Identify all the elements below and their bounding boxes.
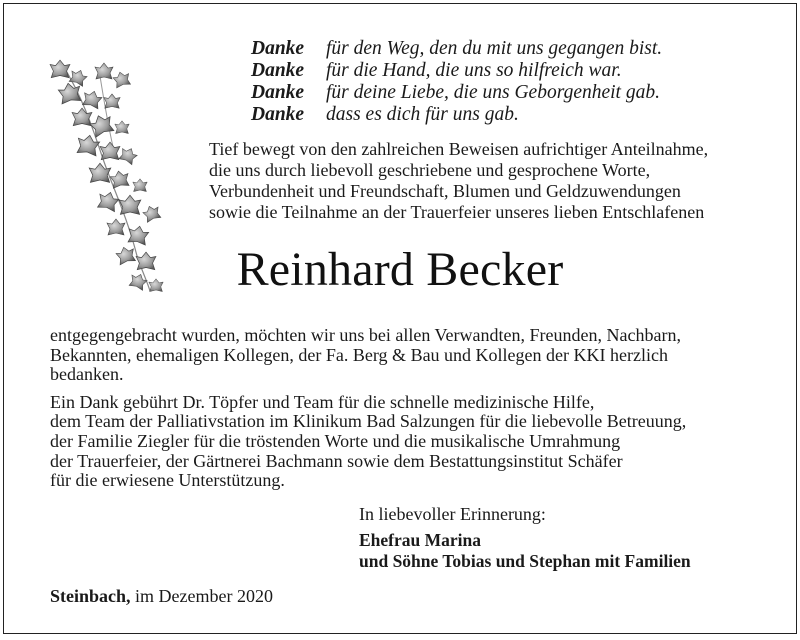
body-line: Ein Dank gebührt Dr. Töpfer und Team für die schnelle medizinische Hilfe, <box>50 391 595 412</box>
danke-text: dass es dich für uns gab. <box>326 104 519 125</box>
danke-line <box>251 82 662 104</box>
intro-line: sowie die Teilnahme an der Trauerfeier unseres lieben Entschlafenen <box>209 202 705 222</box>
danke-word: Danke <box>251 38 305 59</box>
body-line: entgegengebracht wurden, möchten wir uns bei allen Verwandten, Freunden, Nachbarn, <box>50 325 681 345</box>
body-line: dem Team der Palliativstation im Klinikum Bad Salzungen für die liebevolle Betreuung, <box>50 411 687 432</box>
intro-line: Verbundenheit und Freundschaft, Blumen und Geldzuwendungen <box>209 181 681 201</box>
intro-line: Tief bewegt von den zahlreichen Beweisen aufrichtiger Anteilnahme, <box>209 139 709 159</box>
body-line: Bekannten, ehemaligen Kollegen, der Fa. Berg & Bau und Kollegen der KKI herzlich <box>50 344 668 365</box>
memory-line: In liebevoller Erinnerung: <box>359 504 546 524</box>
place: Steinbach, <box>50 586 131 606</box>
danke-word: Danke <box>251 82 305 103</box>
date: im Dezember 2020 <box>135 586 273 606</box>
signer-line: und Söhne Tobias und Stephan mit Familien <box>359 551 691 571</box>
signers <box>359 530 691 572</box>
danke-line <box>251 38 662 60</box>
body-line: bedanken. <box>50 364 124 385</box>
body-line: für die erwiesene Unterstützung. <box>50 470 285 491</box>
thanks-body <box>50 326 780 491</box>
danke-text: für den Weg, den du mit uns gegangen bist. <box>326 38 663 59</box>
body-line: der Familie Ziegler für die tröstenden Worte und die musikalische Umrahmung <box>50 430 621 451</box>
place-date <box>50 586 273 607</box>
deceased-name: Reinhard Becker <box>236 243 564 296</box>
danke-word: Danke <box>251 60 305 81</box>
danke-text: für deine Liebe, die uns Geborgenheit gab. <box>326 82 660 103</box>
intro-paragraph <box>209 139 769 223</box>
body-paragraph-1 <box>50 326 780 385</box>
danke-text: für die Hand, die uns so hilfreich war. <box>326 60 622 81</box>
body-line: der Trauerfeier, der Gärtnerei Bachmann sowie dem Bestattungsinstitut Schäfer <box>50 450 623 471</box>
obituary-notice <box>3 3 797 634</box>
intro-line: die uns durch liebevoll geschriebene und gesprochene Worte, <box>209 160 651 180</box>
signer-line: Ehefrau Marina <box>359 530 482 550</box>
danke-verse <box>251 38 662 126</box>
body-paragraph-2 <box>50 393 780 491</box>
danke-line <box>251 60 662 82</box>
danke-line <box>251 104 662 126</box>
danke-word: Danke <box>251 104 305 125</box>
